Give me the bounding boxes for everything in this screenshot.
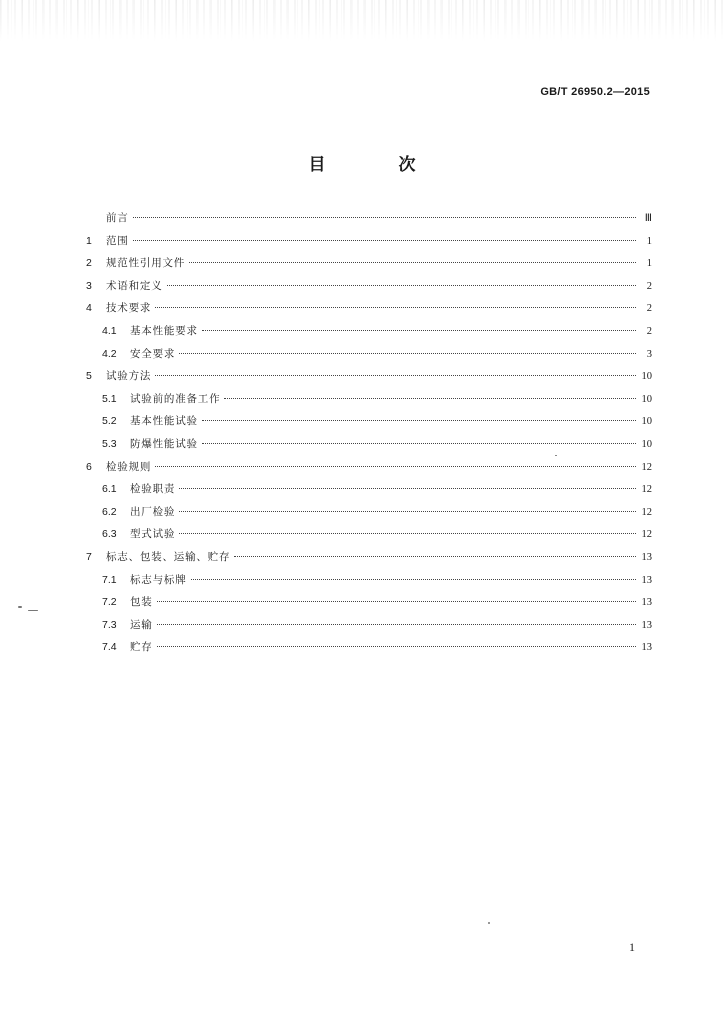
toc-entry-page: 13 xyxy=(641,597,652,609)
toc-dot-leader xyxy=(179,533,636,534)
toc-entry[interactable] xyxy=(86,546,652,569)
toc-entry-label: 包装 xyxy=(130,596,153,609)
toc-entry[interactable] xyxy=(86,230,652,253)
toc-dot-leader xyxy=(155,466,636,467)
toc-entry-label: 规范性引用文件 xyxy=(106,257,186,270)
toc-entry-number: 6 xyxy=(86,460,92,473)
toc-dot-leader xyxy=(189,262,636,263)
toc-entry-number: 7.1 xyxy=(102,573,117,586)
toc-entry-page: 10 xyxy=(641,371,652,383)
toc-entry-number: 3 xyxy=(86,279,92,292)
toc-dot-leader xyxy=(179,511,636,512)
toc-entry-label: 检验职责 xyxy=(130,483,176,496)
toc-entry-number: 1 xyxy=(86,234,92,247)
toc-entry-label: 防爆性能试验 xyxy=(130,437,198,450)
toc-dot-leader xyxy=(191,579,637,580)
toc-dot-leader xyxy=(155,375,636,376)
toc-entry-label: 标志、包装、运输、贮存 xyxy=(106,550,231,563)
toc-dot-leader xyxy=(179,488,636,489)
toc-entry[interactable] xyxy=(86,478,652,501)
toc-entry-number: 5.1 xyxy=(102,392,117,405)
toc-entry[interactable] xyxy=(86,456,652,479)
toc-dot-leader xyxy=(133,217,636,218)
scan-speck xyxy=(28,610,38,611)
scan-noise-band xyxy=(0,0,724,42)
standard-code: GB/T 26950.2—2015 xyxy=(540,86,650,98)
toc-entry[interactable] xyxy=(86,410,652,433)
toc-entry-page: 12 xyxy=(641,529,652,541)
toc-entry-number: 4 xyxy=(86,302,92,315)
toc-entry-page: 1 xyxy=(646,258,652,270)
toc-entry-page: 2 xyxy=(646,303,652,315)
toc-entry-page: 12 xyxy=(641,461,652,473)
toc-entry-number: 4.1 xyxy=(102,324,117,337)
toc-entry-number: 7.2 xyxy=(102,596,117,609)
toc-entry-number: 2 xyxy=(86,257,92,270)
toc-dot-leader xyxy=(157,601,636,602)
toc-entry-page: 3 xyxy=(646,348,652,360)
scan-speck xyxy=(18,606,22,608)
toc-entry[interactable] xyxy=(86,591,652,614)
toc-entry-label: 检验规则 xyxy=(106,460,152,473)
toc-dot-leader xyxy=(202,420,636,421)
toc-entry[interactable] xyxy=(86,365,652,388)
toc-entry-page: 1 xyxy=(646,235,652,247)
toc-entry-page: 13 xyxy=(641,574,652,586)
toc-entry-page: 12 xyxy=(641,506,652,518)
toc-entry-label: 前言 xyxy=(106,212,129,224)
toc-entry-label: 标志与标牌 xyxy=(130,573,187,586)
toc-entry-page: 13 xyxy=(641,619,652,631)
toc-entry-label: 试验前的准备工作 xyxy=(130,392,221,405)
toc-entry-label: 范围 xyxy=(106,234,129,247)
toc-entry[interactable] xyxy=(86,433,652,456)
toc-entry-number: 7 xyxy=(86,550,92,563)
toc-entry[interactable] xyxy=(86,297,652,320)
toc-entry-label: 安全要求 xyxy=(130,347,176,360)
toc-entry[interactable] xyxy=(86,569,652,592)
toc-dot-leader xyxy=(202,330,636,331)
toc-entry-page: Ⅲ xyxy=(644,213,652,224)
scan-speck xyxy=(555,455,557,456)
toc-entry-page: 13 xyxy=(641,551,652,563)
toc-dot-leader xyxy=(234,556,636,557)
toc-dot-leader xyxy=(167,285,637,286)
toc-entry-label: 技术要求 xyxy=(106,302,152,315)
toc-entry-label: 型式试验 xyxy=(130,528,176,541)
toc-dot-leader xyxy=(157,624,636,625)
toc-entry-label: 术语和定义 xyxy=(106,279,163,292)
toc-entry[interactable] xyxy=(86,252,652,275)
toc-dot-leader xyxy=(133,240,636,241)
table-of-contents xyxy=(86,207,652,659)
toc-entry-number: 6.3 xyxy=(102,528,117,541)
toc-dot-leader xyxy=(202,443,636,444)
toc-entry-page: 10 xyxy=(641,393,652,405)
scan-speck xyxy=(488,922,490,924)
toc-entry-number: 5.2 xyxy=(102,415,117,428)
toc-entry-page: 2 xyxy=(646,325,652,337)
toc-entry-number: 5 xyxy=(86,370,92,383)
toc-entry-page: 10 xyxy=(641,416,652,428)
toc-entry-label: 运输 xyxy=(130,618,153,631)
toc-entry[interactable] xyxy=(86,636,652,659)
toc-entry-label: 贮存 xyxy=(130,641,153,654)
toc-entry[interactable] xyxy=(86,343,652,366)
toc-entry-label: 试验方法 xyxy=(106,370,152,383)
toc-entry[interactable] xyxy=(86,614,652,637)
toc-entry-page: 10 xyxy=(641,438,652,450)
toc-entry-label: 出厂检验 xyxy=(130,505,176,518)
toc-entry-page: 12 xyxy=(641,484,652,496)
page-number: 1 xyxy=(629,940,635,954)
toc-entry[interactable] xyxy=(86,275,652,298)
toc-dot-leader xyxy=(155,307,636,308)
toc-entry-page: 13 xyxy=(641,642,652,654)
toc-entry-page: 2 xyxy=(646,280,652,292)
toc-entry[interactable] xyxy=(86,523,652,546)
toc-entry-number: 6.1 xyxy=(102,483,117,496)
toc-dot-leader xyxy=(224,398,636,399)
toc-entry[interactable] xyxy=(86,501,652,524)
toc-entry-number: 7.3 xyxy=(102,618,117,631)
toc-entry-label: 基本性能要求 xyxy=(130,324,198,337)
toc-entry-label: 基本性能试验 xyxy=(130,415,198,428)
toc-entry[interactable] xyxy=(86,320,652,343)
toc-entry[interactable] xyxy=(86,207,652,230)
toc-dot-leader xyxy=(157,646,636,647)
toc-entry-number: 7.4 xyxy=(102,641,117,654)
page-title: 目 次 xyxy=(308,155,444,175)
toc-dot-leader xyxy=(179,353,636,354)
toc-entry-number: 6.2 xyxy=(102,505,117,518)
toc-entry[interactable] xyxy=(86,388,652,411)
toc-entry-number: 4.2 xyxy=(102,347,117,360)
toc-entry-number: 5.3 xyxy=(102,437,117,450)
